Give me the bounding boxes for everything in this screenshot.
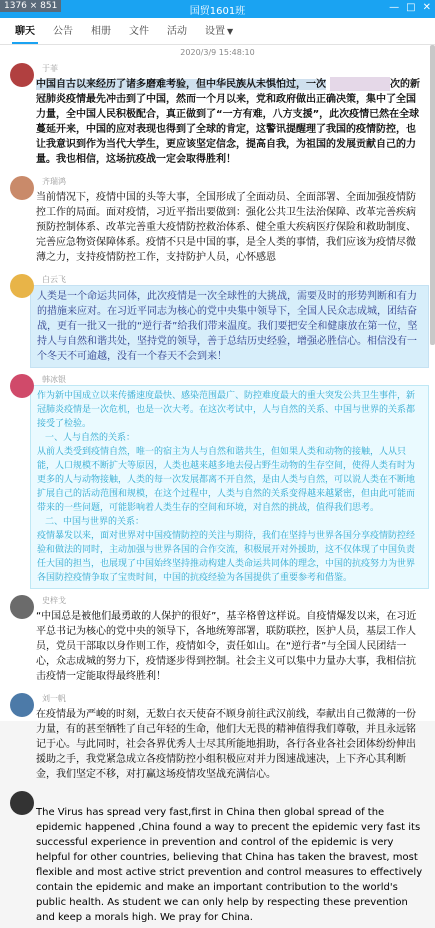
tab-label: 活动 <box>167 26 187 37</box>
message-heading: 一、人与自然的关系： <box>45 433 136 443</box>
avatar[interactable] <box>10 176 34 200</box>
close-icon[interactable]: ✕ <box>422 2 431 13</box>
window-controls <box>389 2 431 13</box>
sender-name: 于菲 <box>42 64 58 73</box>
message-bubble[interactable] <box>30 187 429 268</box>
highlighted-text: 中国自古以来经历了诸多磨难考验，但中华民族从未惧怕过，一次 <box>36 79 326 90</box>
tab-activities[interactable] <box>158 22 196 44</box>
sender-name: 韩冰银 <box>42 375 66 384</box>
avatar[interactable] <box>10 693 34 717</box>
message-bubble[interactable] <box>30 285 429 368</box>
tab-label: 设置 <box>205 26 225 37</box>
tab-announcements[interactable] <box>44 22 82 44</box>
dimension-label: 1376 × 851 <box>0 0 61 12</box>
tab-label: 公告 <box>53 26 73 37</box>
tab-files[interactable] <box>120 22 158 44</box>
tab-settings[interactable] <box>196 22 242 44</box>
sender-name: 白云飞 <box>42 275 66 284</box>
sender-name: 史梓戈 <box>42 596 66 605</box>
avatar[interactable] <box>10 595 34 619</box>
window-title: 国贸1601班 <box>189 6 246 17</box>
scrollbar[interactable] <box>430 45 435 345</box>
tab-chat[interactable] <box>6 22 44 44</box>
sender-name: 刘一帆 <box>42 694 66 703</box>
maximize-icon[interactable]: □ <box>406 2 416 13</box>
message <box>0 274 435 368</box>
sender-name: 齐瑞鸿 <box>42 177 66 186</box>
message <box>0 791 435 928</box>
avatar[interactable] <box>10 791 34 815</box>
blurred-sticker <box>330 77 390 91</box>
sender-name <box>42 791 429 802</box>
message-paragraph: 作为新中国成立以来传播速度最快、感染范围最广、防控难度最大的重大突发公共卫生事件，新冠肺炎疫情是一次危机，也是一次大考。在这次考试中，人与自然的关系、中国与世界的关系都接受了检验。 <box>37 391 416 429</box>
tab-bar <box>0 18 435 45</box>
message-heading: 二、中国与世界的关系： <box>45 517 145 527</box>
message <box>0 595 435 687</box>
message-text: “中国总是被他们最勇敢的人保护的很好”，基辛格曾这样说。自疫情爆发以来，在习近平总书记为核心的党中央的领导下，各地统筹部署，联防联控，医护人员，基层工作人员，党员干部取以身作则工作，疫情如令，责任如山。在“逆行者”与全国人民团结一心，众志成城的努力下，疫情逐步得到控制。社会主义可以集中力量办大事，我相信抗击疫情一定能取得最终胜利！ <box>36 611 417 682</box>
message <box>0 693 435 785</box>
message-paragraph: 从前人类受到疫情自然，唯一的宿主为人与自然和谐共生，但如果人类和动物的接触，人从只能，人口规模不断扩大等原因，人类也越来越多地去侵占野生动物的生存空间，使得人类有时为更多的人与动物接触，人类的每一次发展都离不开自然，是由人类与自然，可以说人类在不断地扩展自己的活动范围和规模，在这个过程中，人类与自然的关系变得越来越紧密，但由此可能而带来的一些问题，可能影响着人类生存的空间和环境，对自然的挑战，值得我们思考。 <box>37 447 416 513</box>
message-bubble[interactable] <box>30 74 429 170</box>
title-bar <box>0 0 435 18</box>
message-bubble[interactable] <box>30 606 429 687</box>
message-bubble[interactable] <box>30 385 429 589</box>
avatar[interactable] <box>10 274 34 298</box>
timestamp: 2020/3/9 15:48:10 <box>180 48 255 57</box>
message-text: 次的新冠肺炎疫情最先冲击到了中国，然而一个月以来，党和政府做出正确决策，集中了全国力量，全中国人民积极配合，真正做到了“一方有难，八方支援”，此次疫情已然在全球蔓延开来，中国的应对表现也得到了全球的肯定，这警讯提醒理了我国的疫情防控，也让我意识到作为当代大学生，更应该坚定信念，提高自我，为祖国的发展贡献自己的力量。我也相信，这场抗疫战一定会取得胜利！ <box>36 79 420 165</box>
message-text: The Virus has spread very fast,first in China then global spread of the epidemic happened ,China found a way to precent the epidemic very fast its successful experience in prevention and control of the epidemic is very helpful for other countries, believing that China has taken the bravest, most flexible and most active strict prevention and control measures to effectively contain the epidemic and make an important contribution to the world's public health. As student we can only help by respecting these prevention and keep a morals high. We pray for China. <box>36 807 423 923</box>
tab-label: 相册 <box>91 26 111 37</box>
message-text: 人类是一个命运共同体，此次疫情是一次全球性的大挑战，需要及时的形势判断和有力的措施来应对。在习近平同志为核心的党中央集中领导下，全国人民众志成城，团结奋战，更有一批又一批的“逆行者”给我们带来温度。我们要把安全和健康放在第一位，坚持人与自然和谐共处，坚持党的领导，善于总结历史经验，增强必胜信心。相信没有一个冬天不可逾越，没有一个春天不会到来！ <box>37 291 418 362</box>
message-paragraph: 疫情暴发以来，面对世界对中国疫情防控的关注与期待，我们在坚持与世界各国分享疫情防控经验和做法的同时，主动加强与世界各国的合作交流，积极展开对外援助，这不仅体现了中国负责任大国的担当，也展现了中国始终坚持推动构建人类命运共同体的理念，中国的抗疫努力为世界各国防控疫情争取了宝贵时间，中国的抗疫经验为各国提供了重要参考和借鉴。 <box>37 531 416 583</box>
message-bubble[interactable] <box>30 704 429 785</box>
message <box>0 176 435 268</box>
message-text: 在疫情最为严峻的时刻，无数白衣天使奋不顾身前往武汉前线，奉献出自己微薄的一份力量，有的甚至牺牲了自己年轻的生命，他们大无畏的精神值得我们尊敬，并且永远铭记于心。与此同时，社会各界优秀人士尽其所能地捐助，各行各业各社会团体纷纷伸出援助之手，我党紧急成立各疫情防控小组积极应对并力图速战速决，上下齐心其利断金，我们坚定不移，对打赢这场疫情攻坚战充满信心。 <box>36 709 416 780</box>
avatar[interactable] <box>10 63 34 87</box>
message-text: 当前情况下，疫情中国的头等大事，全国形成了全面动员、全面部署、全面加强疫情防控工作的局面。面对疫情，习近平指出要做到：强化公共卫生法治保障、改革完善疾病预防控制体系、改革完善重大疫情防控救治体系、健全重大疾病医疗保险和救助制度、完善应急物资保障体系。疫情不只是中国的事，是全人类的事情，我们应该为疫情尽微薄之力，支持疫情防控工作，支持防护人员，心怀感恩 <box>36 192 416 263</box>
chat-area[interactable] <box>0 45 435 923</box>
tab-album[interactable] <box>82 22 120 44</box>
minimize-icon[interactable]: — <box>389 2 400 13</box>
tab-label: 文件 <box>129 26 149 37</box>
message-bubble[interactable] <box>30 802 429 928</box>
message <box>0 374 435 589</box>
tab-label: 聊天 <box>15 26 35 37</box>
avatar[interactable] <box>10 374 34 398</box>
chevron-down-icon: ▼ <box>227 27 234 36</box>
message <box>0 63 435 170</box>
